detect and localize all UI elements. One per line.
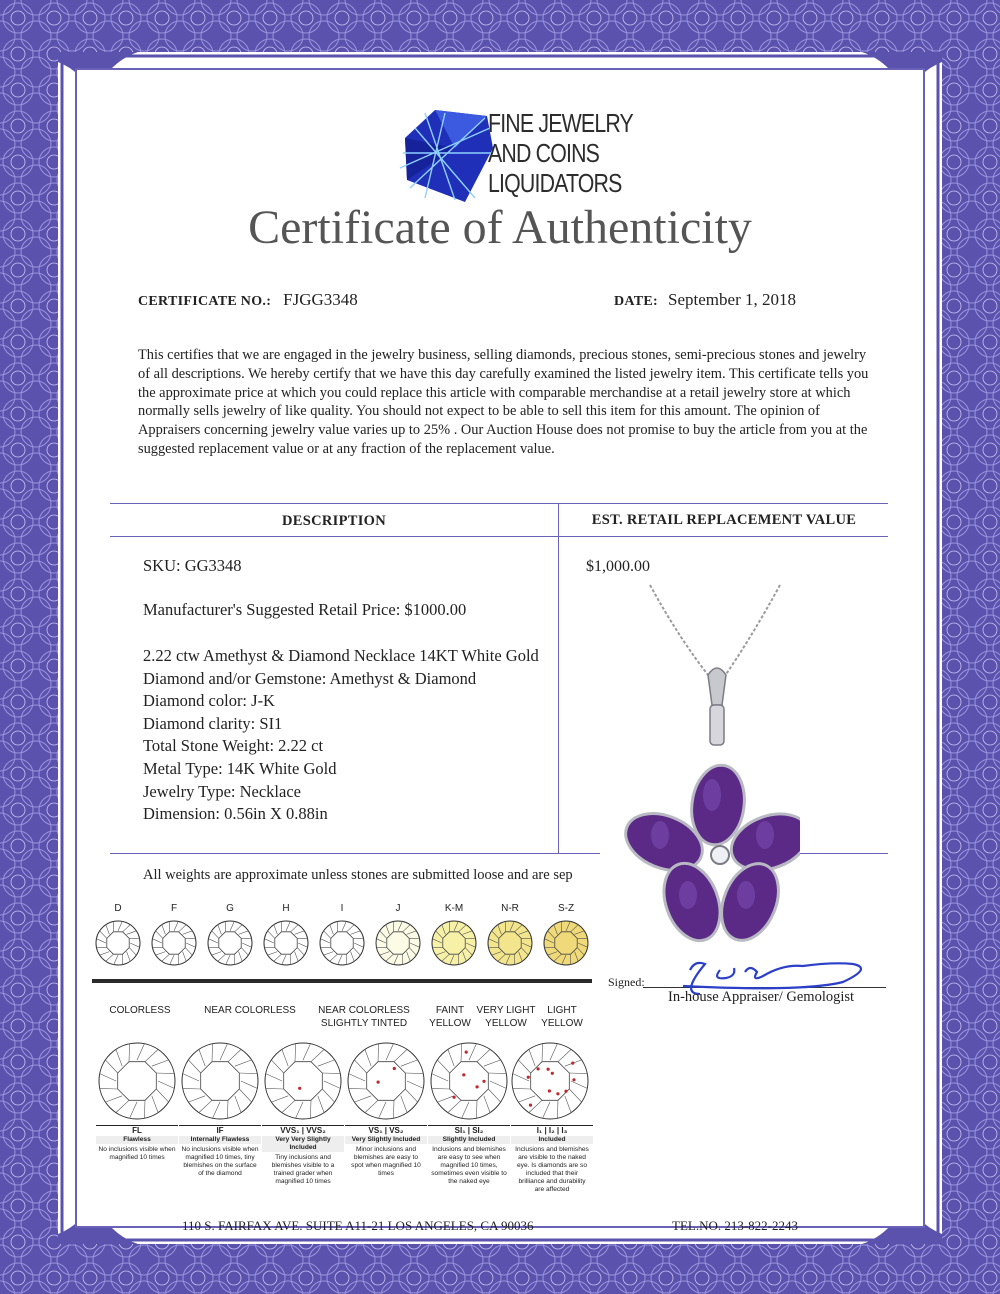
sku: SKU: GG3348 xyxy=(143,556,242,575)
description-line: Dimension: 0.56in X 0.88in xyxy=(143,804,328,824)
color-grade-gem xyxy=(544,921,588,965)
color-grade-letter: F xyxy=(170,903,178,914)
description-line: Diamond and/or Gemstone: Amethyst & Diamond xyxy=(143,668,477,688)
inclusion-dot xyxy=(529,1104,532,1107)
date-label: DATE: xyxy=(614,294,659,309)
color-grade-gem xyxy=(96,921,140,965)
color-scale-bar xyxy=(92,979,592,983)
inclusion-dot xyxy=(556,1092,559,1095)
footer-address: 110 S. FAIRFAX AVE. SUITE A11-21 LOS ANGELES, CA 90036 xyxy=(182,1218,534,1233)
certificate-number xyxy=(138,290,358,310)
inclusion-dot xyxy=(548,1089,551,1092)
clarity-grade: VS₁ | VS₂ xyxy=(345,1125,427,1135)
inclusion-dot xyxy=(527,1076,530,1079)
inclusion-dot xyxy=(476,1085,479,1088)
clarity-description: No inclusions visible when magnified 10 times, tiny blemishes on the surface of the diamond xyxy=(181,1146,259,1177)
necklace-image xyxy=(600,580,800,950)
color-group-label: COLORLESS xyxy=(109,1005,171,1016)
inclusion-dot xyxy=(551,1072,554,1075)
description-list xyxy=(143,645,539,826)
clarity-column xyxy=(96,1125,178,1162)
inclusion-dot xyxy=(465,1051,468,1054)
clarity-grade: FL xyxy=(96,1125,178,1135)
color-group-label: VERY LIGHT xyxy=(476,1005,536,1016)
color-grade-letter: G xyxy=(226,903,234,914)
replacement-value: $1,000.00 xyxy=(586,558,650,575)
brand-line-1: FINE JEWELRY xyxy=(488,108,633,138)
clarity-description: No inclusions visible when magnified 10 times xyxy=(98,1146,176,1161)
color-grade-gem xyxy=(320,921,364,965)
signed-label: Signed: xyxy=(608,975,645,989)
color-group-label: YELLOW xyxy=(429,1018,471,1029)
clarity-name: Flawless xyxy=(96,1136,178,1144)
certificate-no-value: FJGG3348 xyxy=(283,290,358,309)
clarity-grade: I₁ | I₂ | I₃ xyxy=(511,1125,593,1135)
clarity-gem xyxy=(512,1043,588,1119)
clarity-column xyxy=(511,1125,593,1194)
clarity-name: Slightly Included xyxy=(428,1136,510,1144)
description-line: Diamond color: J-K xyxy=(143,691,275,711)
clarity-column xyxy=(179,1125,261,1178)
clarity-column xyxy=(428,1125,510,1186)
inclusion-dot xyxy=(482,1080,485,1083)
brand-line-3: LIQUIDATORS xyxy=(488,168,622,198)
inclusion-dot xyxy=(547,1068,550,1071)
color-grade-gem xyxy=(376,921,420,965)
inclusion-dot xyxy=(537,1067,540,1070)
color-grade-letter: H xyxy=(282,903,290,914)
color-grade-gem xyxy=(488,921,532,965)
clarity-name: Internally Flawless xyxy=(179,1136,261,1144)
color-group-label: FAINT xyxy=(435,1005,465,1016)
color-grade-letter: K-M xyxy=(444,903,464,914)
inclusion-dot xyxy=(572,1078,575,1081)
clarity-grade: VVS₁ | VVS₂ xyxy=(262,1125,344,1135)
clarity-description: Inclusions and blemishes are visible to the naked eye. Is diamonds are so included that their brilliance and durability are affected xyxy=(515,1146,589,1193)
color-grade-letter: D xyxy=(114,903,122,914)
brand-name xyxy=(488,108,633,198)
clarity-name: Included xyxy=(511,1136,593,1144)
description-line: Total Stone Weight: 2.22 ct xyxy=(143,736,324,756)
inclusion-dot xyxy=(298,1087,301,1090)
inclusion-dot xyxy=(564,1090,567,1093)
color-grade-gem xyxy=(432,921,476,965)
brand-line-2: AND COINS xyxy=(488,138,600,168)
certificate-no-label: CERTIFICATE NO.: xyxy=(138,294,272,309)
color-group-label: YELLOW xyxy=(485,1018,527,1029)
clarity-description: Tiny inclusions and blemishes visible to a trained grader when magnified 10 times xyxy=(271,1154,335,1185)
diamond-logo-icon xyxy=(395,108,495,204)
description-header: DESCRIPTION xyxy=(281,513,386,529)
description-line: Metal Type: 14K White Gold xyxy=(143,758,337,778)
table-header-rule xyxy=(110,536,888,537)
color-grade-gem xyxy=(264,921,308,965)
clarity-gem xyxy=(182,1043,258,1119)
clarity-grade: IF xyxy=(179,1125,261,1135)
inclusion-dot xyxy=(377,1081,380,1084)
inclusion-dot xyxy=(462,1073,465,1076)
certification-statement: This certifies that we are engaged in the jewelry business, selling diamonds, precious stones, semi-precious stones and jewelry of all descriptions. We hereby certify that we have this day carefully examined the listed jewelry item. This certificate tells you the approximate price at which you could replace this article with comparable merchandise at a retail jewelry store at which normally sells jewelry of like quality. You should not expect to be able to sell this item for this amount. The opinion of Appraisers concerning jewelry value varies up to 25% . Our Auction House does not promise to buy the article from you at the suggested replacement value or at any fraction of the replacement value. xyxy=(138,347,869,457)
color-grade-letter: N-R xyxy=(501,903,519,914)
color-grade-letter: J xyxy=(395,903,401,914)
inclusion-dot xyxy=(453,1096,456,1099)
clarity-description: Inclusions and blemishes are easy to see when magnified 10 times, sometimes even visible to the naked eye xyxy=(431,1146,507,1185)
value-header: EST. RETAIL REPLACEMENT VALUE xyxy=(591,512,857,528)
clarity-grade: SI₁ | SI₂ xyxy=(428,1125,510,1135)
clarity-description: Minor inclusions and blemishes are easy to spot when magnified 10 times xyxy=(351,1146,421,1177)
color-group-label: NEAR COLORLESS xyxy=(318,1005,410,1016)
color-grade-chart xyxy=(92,895,592,1030)
appraiser-role: In-house Appraiser/ Gemologist xyxy=(668,989,855,1005)
page-title: Certificate of Authenticity xyxy=(248,201,752,254)
color-grade-letter: S-Z xyxy=(557,903,575,914)
inclusion-dot xyxy=(393,1067,396,1070)
table-column-rule xyxy=(558,503,559,854)
date-value: September 1, 2018 xyxy=(668,290,796,309)
clarity-grade-labels xyxy=(96,1125,592,1215)
clarity-column xyxy=(262,1125,344,1186)
clarity-column xyxy=(345,1125,427,1178)
clarity-gem xyxy=(431,1043,507,1119)
clarity-gem xyxy=(265,1043,341,1119)
footer-phone: TEL.NO. 213-822-2243 xyxy=(672,1218,799,1233)
color-group-label: LIGHT xyxy=(547,1005,577,1016)
clarity-gem xyxy=(348,1043,424,1119)
clarity-gem xyxy=(99,1043,175,1119)
clarity-grade-chart xyxy=(92,1035,592,1127)
color-group-label: YELLOW xyxy=(541,1018,583,1029)
color-grade-gem xyxy=(152,921,196,965)
description-line: Jewelry Type: Necklace xyxy=(143,781,301,801)
clarity-name: Very Very Slightly Included xyxy=(262,1136,344,1152)
description-line: Diamond clarity: SI1 xyxy=(143,713,283,733)
certificate-date xyxy=(614,290,796,310)
color-grade-letter: I xyxy=(340,903,344,914)
msrp: Manufacturer's Suggested Retail Price: $1000.00 xyxy=(143,600,467,619)
inclusion-dot xyxy=(571,1062,574,1065)
color-group-label: SLIGHTLY TINTED xyxy=(320,1018,408,1029)
clarity-name: Very Slightly Included xyxy=(345,1136,427,1144)
table-top-rule xyxy=(110,503,888,504)
color-group-label: NEAR COLORLESS xyxy=(204,1005,296,1016)
color-grade-gem xyxy=(208,921,252,965)
weights-note: All weights are approximate unless stones are submitted loose and are sep xyxy=(143,867,573,883)
description-line: 2.22 ctw Amethyst & Diamond Necklace 14KT White Gold xyxy=(143,646,539,665)
